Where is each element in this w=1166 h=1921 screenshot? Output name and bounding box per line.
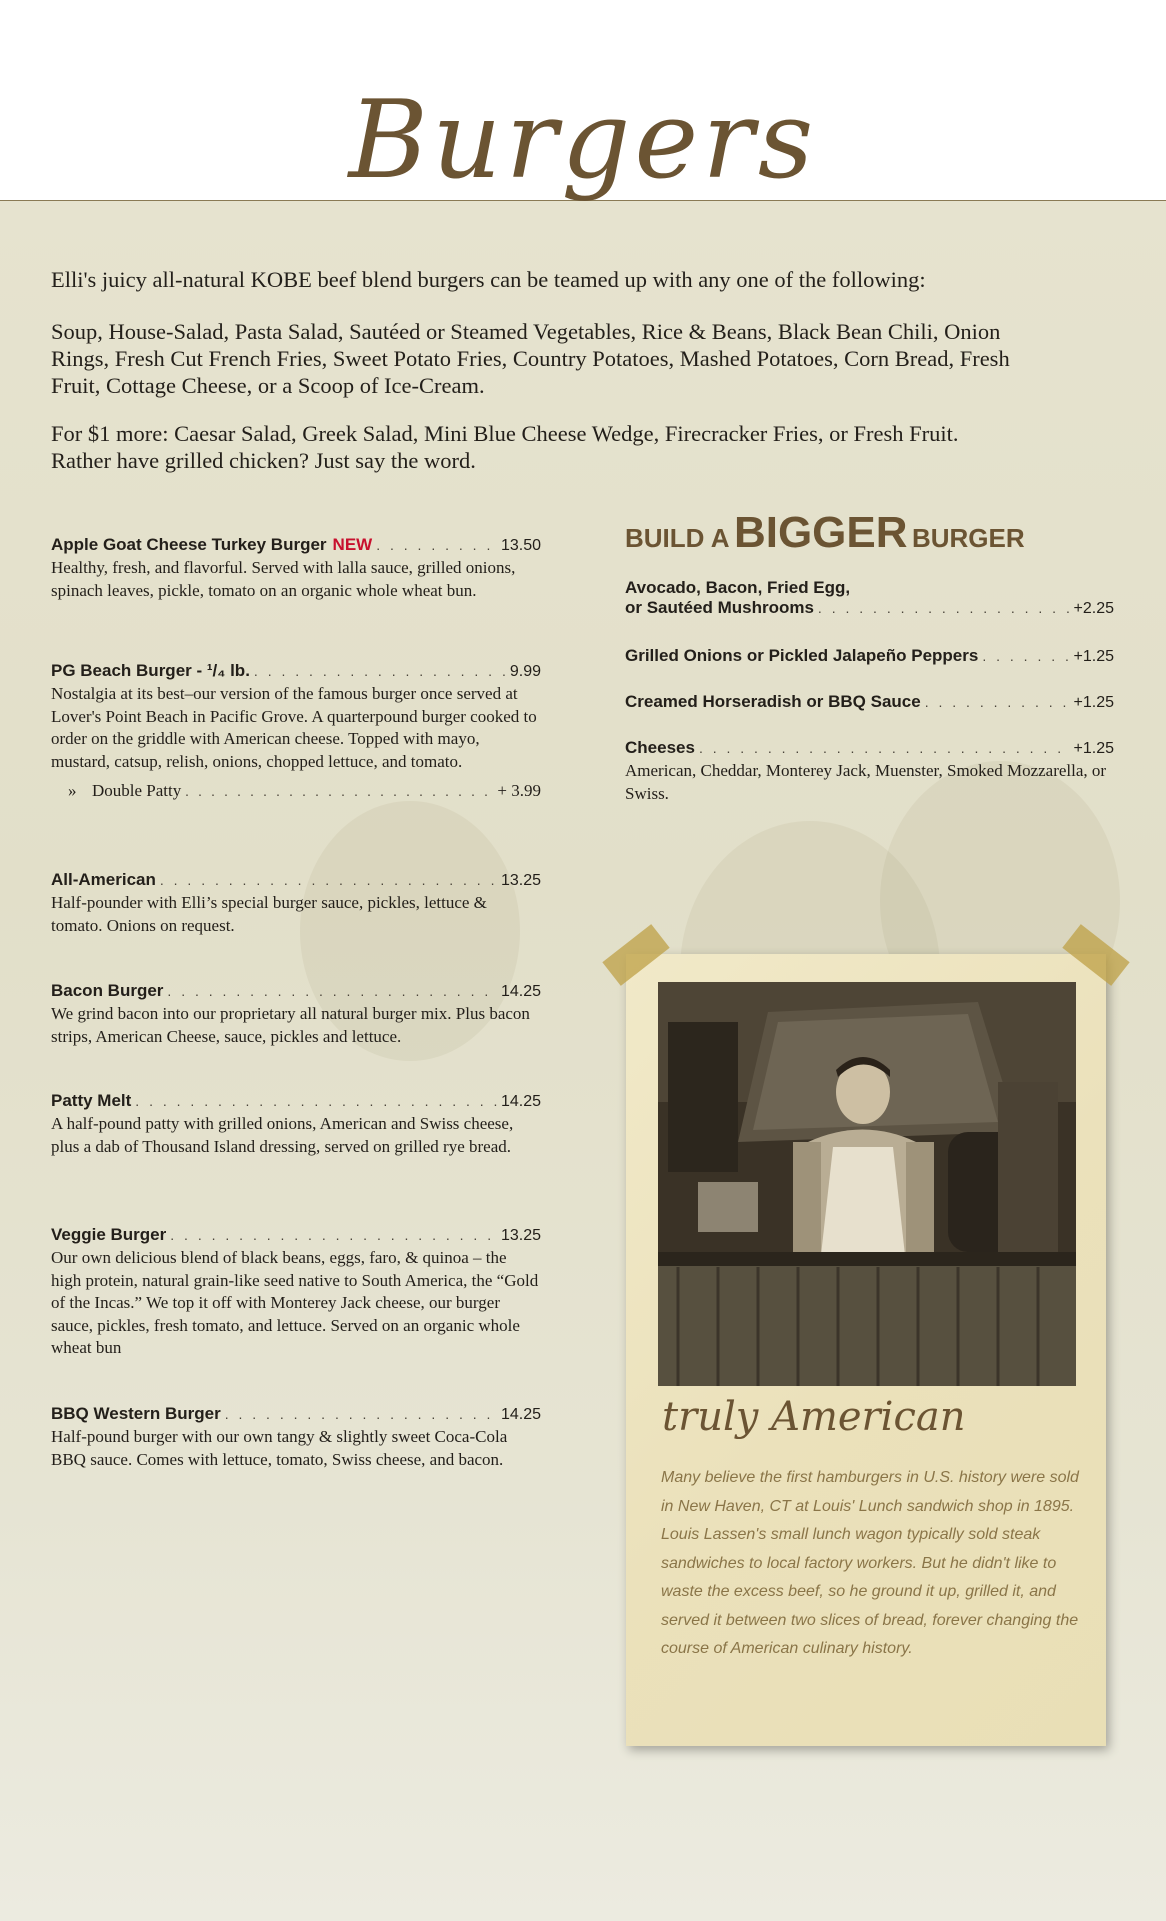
menu-item (51, 1225, 541, 1360)
dot-leader (225, 1406, 497, 1422)
addon-description: American, Cheddar, Monterey Jack, Muenster, Smoked Mozzarella, or Swiss. (625, 761, 1107, 803)
card-heading: truly American (662, 1394, 966, 1440)
dot-leader (699, 740, 1070, 756)
dot-leader (135, 1093, 497, 1109)
page-title-text: Burgers (348, 78, 818, 203)
addon-item (625, 646, 1114, 666)
addon-name: Creamed Horseradish or BBQ Sauce (625, 692, 921, 711)
addon-name: Grilled Onions or Pickled Jalapeño Peppers (625, 646, 979, 665)
addon-name-line: Avocado, Bacon, Fried Egg, (625, 578, 851, 597)
item-name: Bacon Burger (51, 981, 164, 1000)
menu-item (51, 535, 541, 602)
chicken-line: Rather have grilled chicken? Just say the word. (51, 448, 476, 473)
item-description: We grind bacon into our proprietary all natural burger mix. Plus bacon strips, American Cheese, sauce, pickles and lettuce. (51, 1004, 530, 1046)
item-price: 14.25 (500, 1093, 541, 1110)
option-price: + 3.99 (497, 781, 541, 800)
cook-photo-illustration (658, 982, 1076, 1386)
addon-price: +1.25 (1073, 694, 1114, 711)
item-name: BBQ Western Burger (51, 1404, 221, 1423)
item-price: 13.50 (500, 537, 541, 554)
dot-leader (818, 600, 1070, 616)
build-title-word: BURGER (911, 523, 1025, 553)
dot-leader (254, 663, 506, 679)
extras-text (51, 420, 1051, 474)
menu-item (51, 1404, 541, 1471)
page-title (0, 78, 1166, 203)
addon-price: +1.25 (1073, 648, 1114, 665)
menu-item (51, 870, 541, 937)
item-description: Our own delicious blend of black beans, eggs, faro, & quinoa – the high protein, natural grain-like seed native to South America, the “Gold of the Incas.” We top it off with Monterey Jack cheese, our burger sauce, pickles, fresh tomato, and lettuce. Served on an organic whole wheat bun (51, 1248, 539, 1357)
addon-name: Cheeses (625, 738, 695, 757)
item-price: 13.25 (500, 872, 541, 889)
item-option (51, 781, 541, 801)
dot-leader (185, 785, 493, 801)
menu-item (51, 661, 541, 801)
new-badge: NEW (332, 535, 373, 554)
dot-leader (925, 694, 1070, 710)
item-name: All-American (51, 870, 156, 889)
dot-leader (982, 648, 1069, 664)
history-story: Many believe the first hamburgers in U.S. history were sold in New Haven, CT at Louis' Lunch sandwich shop in 1895. Louis Lassen's small lunch wagon typically sold steak sandwiches to local factory workers. But he didn't like to waste the excess beef, so he ground it up, grilled it, and served it between two slices of bread, forever changing the course of American culinary history. (661, 1469, 1079, 1657)
item-price: 14.25 (500, 983, 541, 1000)
item-price: 14.25 (500, 1406, 541, 1423)
item-description: Half-pound burger with our own tangy & slightly sweet Coca-Cola BBQ sauce. Comes with lettuce, tomato, Swiss cheese, and bacon. (51, 1427, 508, 1469)
item-description: Healthy, fresh, and flavorful. Served with lalla sauce, grilled onions, spinach leaves, pickle, tomato on an organic whole wheat bun. (51, 558, 516, 600)
extras-line: For $1 more: Caesar Salad, Greek Salad, Mini Blue Cheese Wedge, Firecracker Fries, or Fresh Fruit. (51, 421, 959, 446)
item-name: Veggie Burger (51, 1225, 167, 1244)
item-description: Half-pounder with Elli’s special burger sauce, pickles, lettuce & tomato. Onions on request. (51, 893, 487, 935)
dot-leader (167, 983, 497, 999)
item-description: A half-pound patty with grilled onions, American and Swiss cheese, plus a dab of Thousand Island dressing, served on grilled rye bread. (51, 1114, 514, 1156)
item-price: 13.25 (500, 1227, 541, 1244)
item-name: Patty Melt (51, 1091, 132, 1110)
item-name: PG Beach Burger - ¹/₄ lb. (51, 661, 250, 680)
item-price: 9.99 (509, 663, 541, 680)
dot-leader (160, 872, 497, 888)
addon-item (625, 692, 1114, 712)
addon-name: or Sautéed Mushrooms (625, 598, 814, 617)
bullet-icon: » (68, 781, 77, 800)
build-title-word: BUILD A (625, 523, 730, 553)
item-name: Apple Goat Cheese Turkey Burger (51, 535, 327, 554)
build-section-title (625, 508, 1025, 558)
menu-item (51, 981, 541, 1048)
option-name: Double Patty (92, 781, 182, 800)
item-description: Nostalgia at its best–our version of the famous burger once served at Lover's Point Beach in Pacific Grove. A quarterpound burger cooked to order on the griddle with American cheese. Topped with mayo, mustard, catsup, relish, onions, chopped lettuce, and tomato. (51, 684, 537, 771)
dot-leader (376, 537, 497, 553)
sides-list: Soup, House-Salad, Pasta Salad, Sautéed or Steamed Vegetables, Rice & Beans, Black Bean Chili, Onion Rings, Fresh Cut French Fries, Sweet Potato Fries, Country Potatoes, Mashed Potatoes, Corn Bread, Fresh Fruit, Cottage Cheese, or a Scoop of Ice-Cream. (51, 319, 1010, 398)
addon-price: +2.25 (1073, 600, 1114, 617)
vintage-photo (658, 982, 1076, 1386)
history-card (626, 954, 1106, 1746)
intro-text: Elli's juicy all-natural KOBE beef blend burgers can be teamed up with any one of the following: (51, 267, 926, 292)
build-title-emphasis: BIGGER (733, 508, 908, 557)
dot-leader (170, 1227, 497, 1243)
addon-item (625, 738, 1114, 805)
addon-item (625, 578, 1114, 618)
menu-item (51, 1091, 541, 1158)
addon-price: +1.25 (1073, 740, 1114, 757)
